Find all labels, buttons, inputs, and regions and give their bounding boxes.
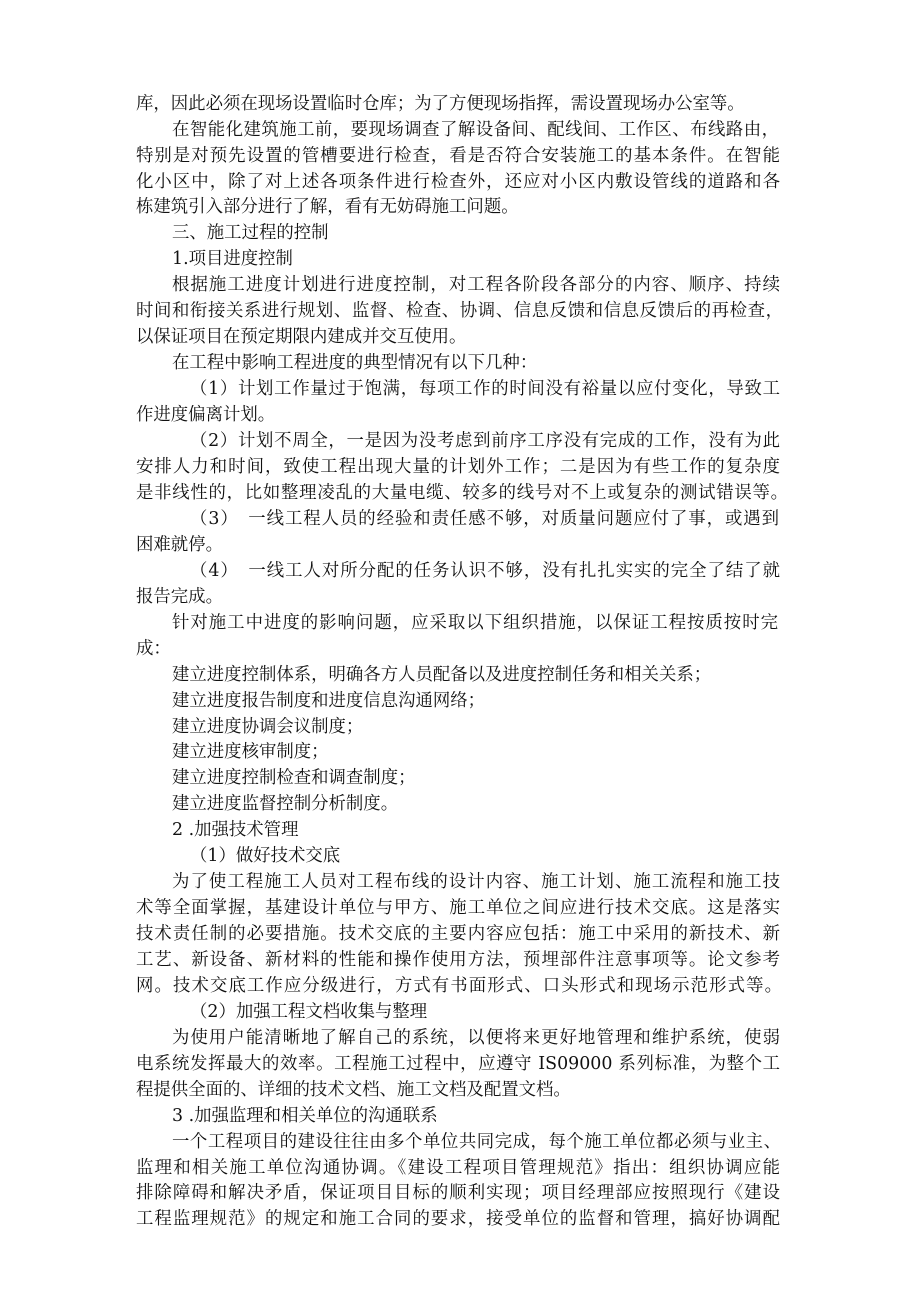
text-line: 特别是对预先设置的管槽要进行检查，看是否符合安装施工的基本条件。在智能	[136, 146, 780, 166]
text-line: 建立进度监督控制分析制度。	[172, 794, 399, 814]
text-line: 为使用户能清晰地了解自己的系统，以便将来更好地管理和维护系统，使弱	[172, 1028, 780, 1048]
text-line: 程提供全面的、详细的技术文档、施工文档及配置文档。	[136, 1080, 571, 1100]
text-line: 建立进度控制检查和调查制度；	[172, 768, 416, 788]
text-line: 建立进度核审制度；	[172, 742, 329, 762]
text-line: 技术责任制的必要措施。技术交底的主要内容应包括：施工中采用的新技术、新	[136, 924, 780, 944]
text-line: 3 .加强监理和相关单位的沟通联系	[172, 1106, 438, 1126]
text-line: 是非线性的，比如整理凌乱的大量电缆、较多的线号对不上或复杂的测试错误等。	[136, 483, 788, 503]
text-line: 以保证项目在预定期限内建成并交互使用。	[136, 327, 467, 347]
text-line: 成：	[136, 639, 171, 659]
text-line: 工程监理规范》的规定和施工合同的要求，接受单位的监督和管理，搞好协调配	[136, 1209, 780, 1229]
text-line: 三、施工过程的控制	[172, 223, 329, 243]
text-line: 建立进度报告制度和进度信息沟通网络；	[172, 691, 486, 711]
text-line: （2）加强工程文档收集与整理	[190, 1002, 428, 1022]
text-line: 作进度偏离计划。	[136, 405, 276, 425]
text-line: 针对施工中进度的影响问题，应采取以下组织措施，以保证工程按质按时完	[172, 613, 778, 633]
text-line: 库，因此必须在现场设置临时仓库；为了方便现场指挥，需设置现场办公室等。	[136, 94, 745, 114]
text-line: 建立进度控制体系，明确各方人员配备以及进度控制任务和相关关系；	[172, 665, 712, 685]
text-line: 网。技术交底工作应分级进行，方式有书面形式、口头形式和现场示范形式等。	[136, 976, 782, 996]
text-line: 在工程中影响工程进度的典型情况有以下几种：	[172, 353, 538, 373]
text-line: 根据施工进度计划进行进度控制，对工程各阶段各部分的内容、顺序、持续	[172, 275, 780, 295]
text-line: 工艺、新设备、新材料的性能和操作使用方法，预埋部件注意事项等。论文参考	[136, 950, 780, 970]
text-line: 排除障碍和解决矛盾，保证项目目标的顺利实现；项目经理部应按照现行《建设	[136, 1183, 780, 1203]
text-line: 电系统发挥最大的效率。工程施工过程中，应遵守 IS09000 系列标准，为整个工	[136, 1054, 780, 1074]
text-line: 监理和相关施工单位沟通协调。《建设工程项目管理规范》指出：组织协调应能	[136, 1158, 780, 1178]
text-line: （4） 一线工人对所分配的任务认识不够，没有扎扎实实的完全了结了就	[190, 561, 780, 581]
text-line: 困难就停。	[136, 535, 223, 555]
text-line: 1.项目进度控制	[172, 249, 293, 269]
text-line: 术等全面掌握，基建设计单位与甲方、施工单位之间应进行技术交底。这是落实	[136, 898, 780, 918]
text-line: 一个工程项目的建设往往由多个单位共同完成，每个施工单位都必须与业主、	[172, 1132, 781, 1152]
text-line: 栋建筑引入部分进行了解，看有无妨碍施工问题。	[136, 197, 519, 217]
text-line: （3） 一线工程人员的经验和责任感不够，对质量问题应付了事，或遇到	[190, 509, 779, 529]
text-line: 在智能化建筑施工前，要现场调查了解设备间、配线间、工作区、布线路由，	[172, 120, 779, 140]
text-line: 报告完成。	[136, 587, 223, 607]
text-line: （2）计划不周全，一是因为没考虑到前序工序没有完成的工作，没有为此	[190, 431, 780, 451]
text-line: 为了使工程施工人员对工程布线的设计内容、施工计划、施工流程和施工技	[172, 872, 780, 892]
text-line: 安排人力和时间，致使工程出现大量的计划外工作；二是因为有些工作的复杂度	[136, 457, 780, 477]
text-line: 化小区中，除了对上述各项条件进行检查外，还应对小区内敷设管线的道路和各	[136, 172, 780, 192]
text-line: 时间和衔接关系进行规划、监督、检查、协调、信息反馈和信息反馈后的再检查，	[136, 301, 783, 321]
text-line: （1）做好技术交底	[190, 846, 341, 866]
text-line: 2 .加强技术管理	[172, 820, 299, 840]
text-line: 建立进度协调会议制度；	[172, 717, 364, 737]
text-line: （1）计划工作量过于饱满，每项工作的时间没有裕量以应付变化，导致工	[190, 379, 780, 399]
